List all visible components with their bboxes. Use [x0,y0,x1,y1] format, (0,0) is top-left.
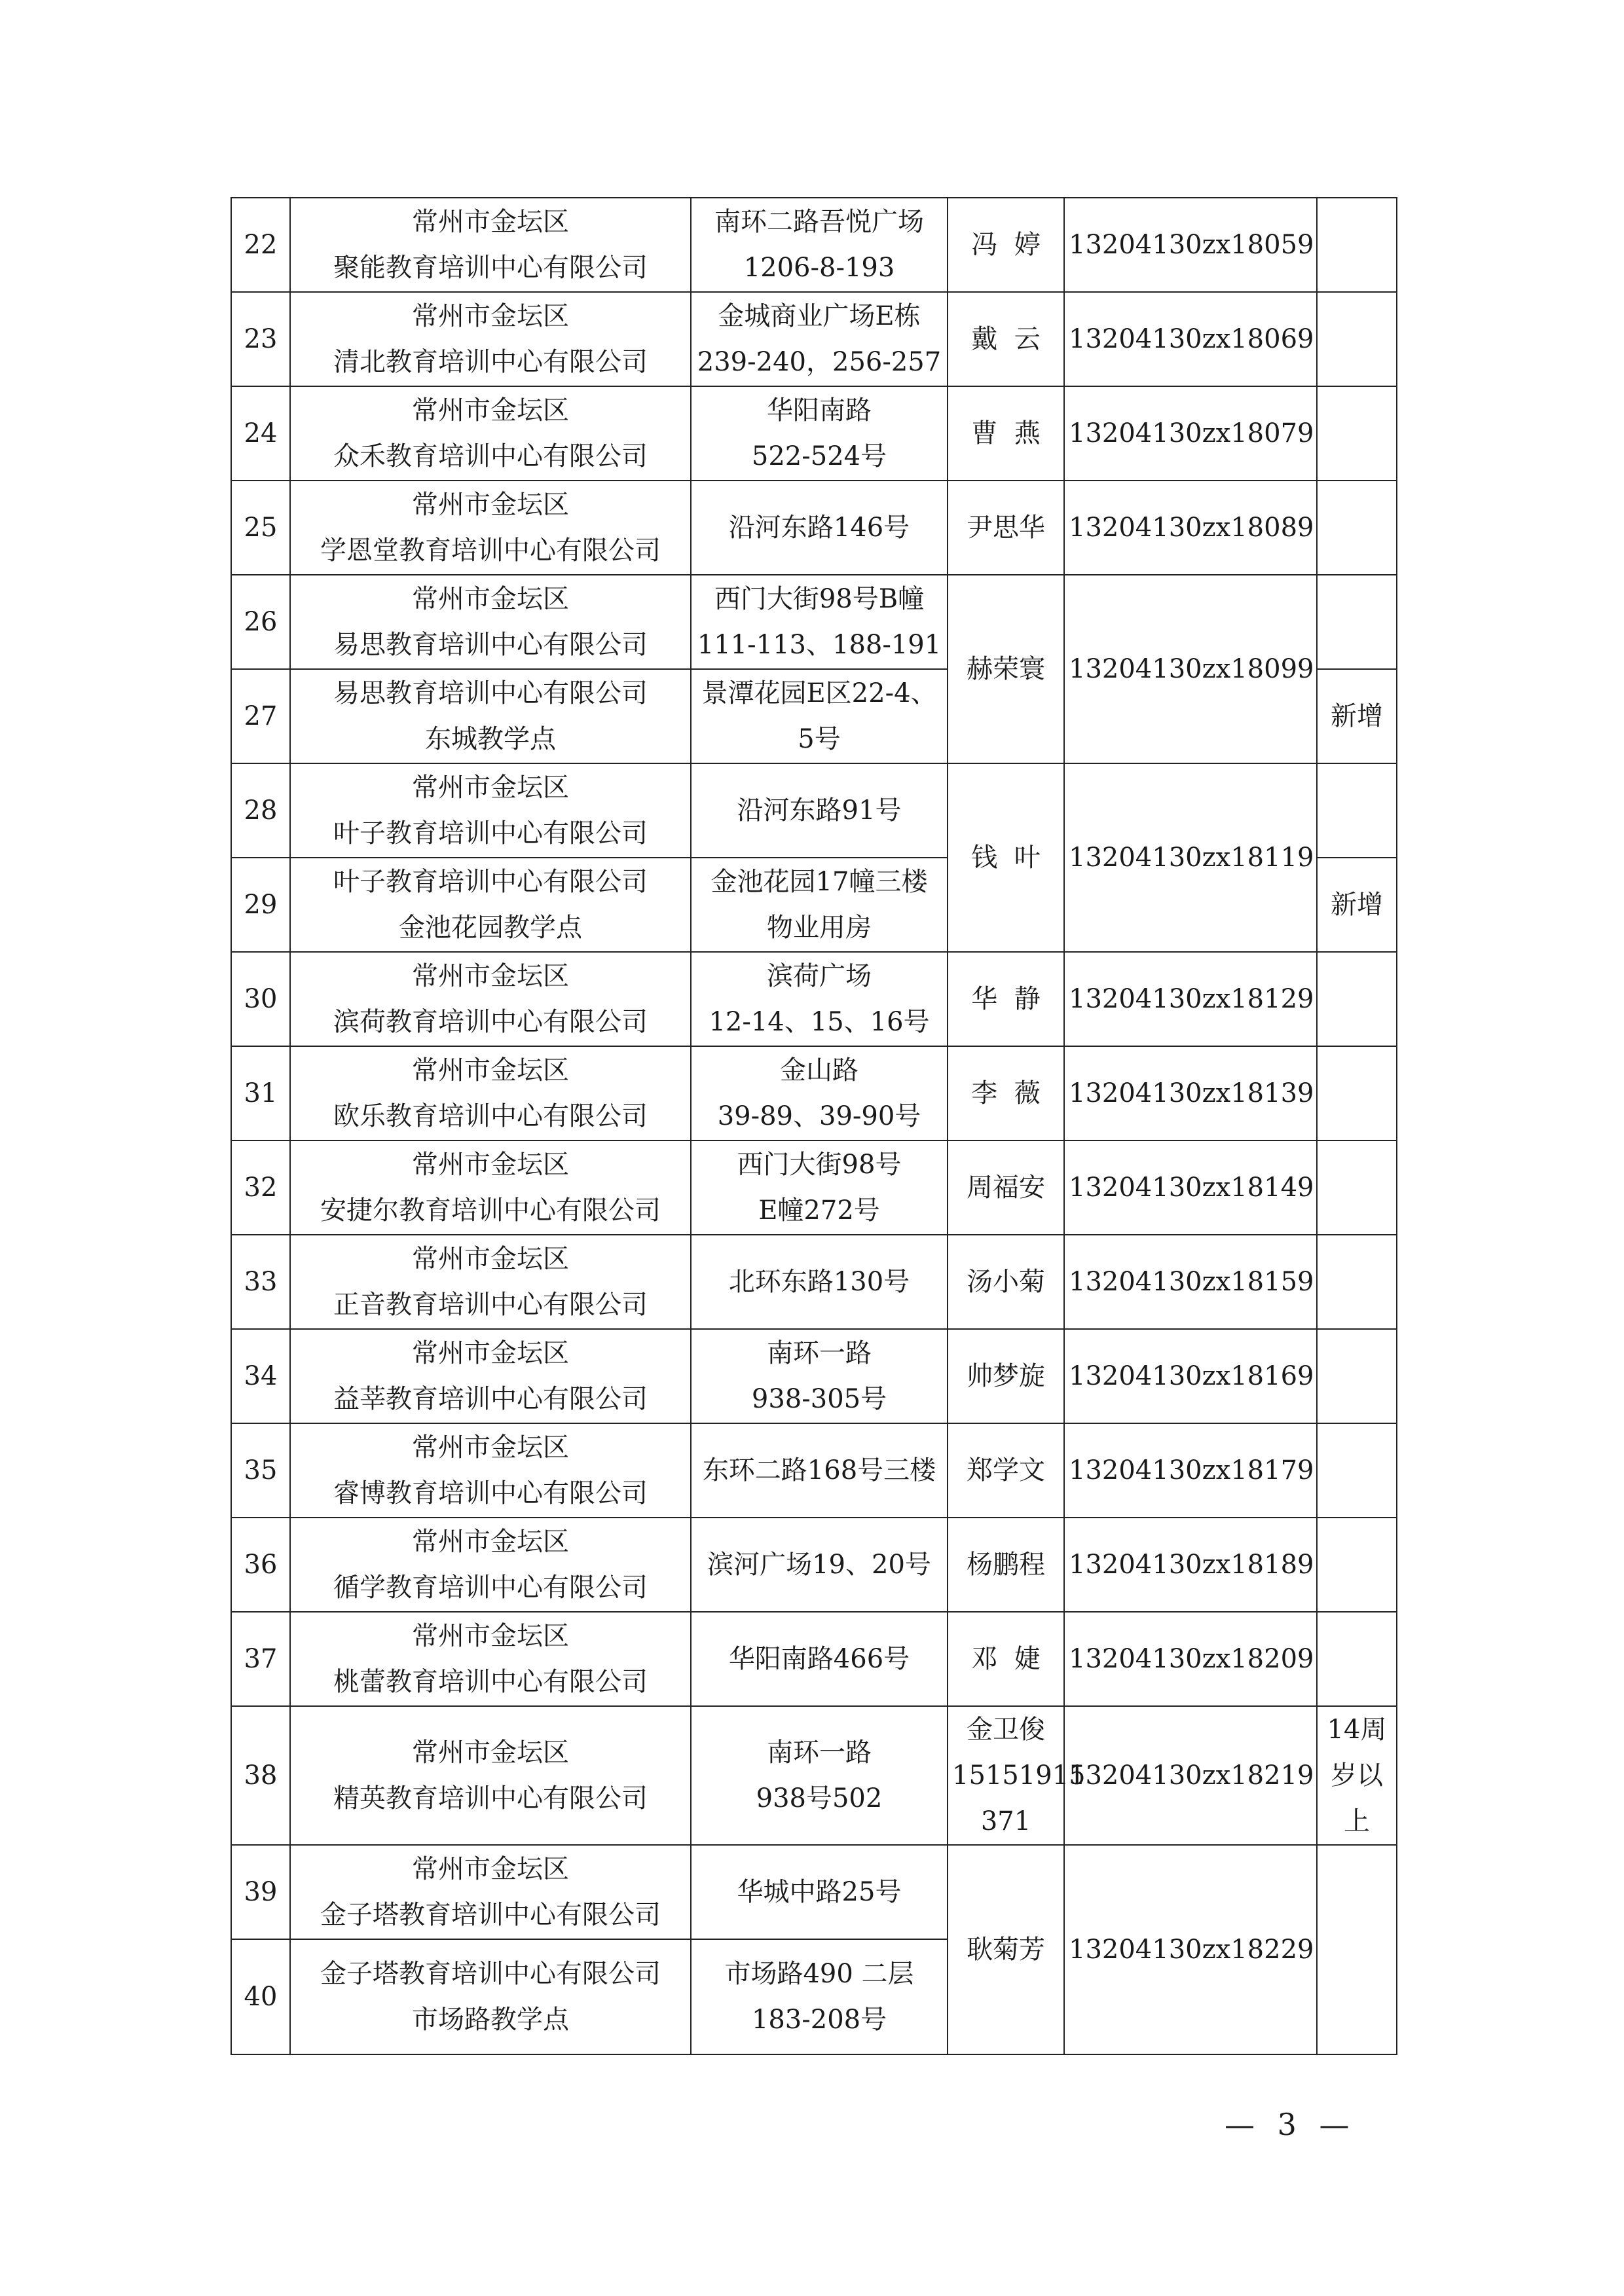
contact-person: 曹 燕 [948,386,1064,481]
note [1317,292,1397,386]
table-row [231,1706,1397,1845]
license-number: 13204130zx18129 [1064,952,1317,1046]
note [1317,1235,1397,1329]
note [1317,198,1397,292]
address: 南环二路吾悦广场 1206-8-193 [691,198,948,292]
address: 南环一路 938号502 [691,1706,948,1845]
org-name: 常州市金坛区 安捷尔教育培训中心有限公司 [290,1140,691,1235]
registration-table [231,197,1397,2055]
contact-person: 钱 叶 [948,763,1064,952]
contact-person: 金卫俊 15151915 371 [948,1706,1064,1845]
row-number: 31 [231,1046,290,1140]
org-name: 常州市金坛区 滨荷教育培训中心有限公司 [290,952,691,1046]
contact-person: 冯 婷 [948,198,1064,292]
license-number: 13204130zx18139 [1064,1046,1317,1140]
org-name: 常州市金坛区 金子塔教育培训中心有限公司 [290,1845,691,1939]
row-number: 39 [231,1845,290,1939]
org-name: 常州市金坛区 众禾教育培训中心有限公司 [290,386,691,481]
row-number: 25 [231,481,290,575]
row-number: 36 [231,1518,290,1612]
address: 滨河广场19、20号 [691,1518,948,1612]
table-row [231,1235,1397,1329]
address: 景潭花园E区22-4、 5号 [691,669,948,763]
org-name: 常州市金坛区 学恩堂教育培训中心有限公司 [290,481,691,575]
org-name: 易思教育培训中心有限公司 东城教学点 [290,669,691,763]
table-row [231,1423,1397,1518]
org-name: 常州市金坛区 聚能教育培训中心有限公司 [290,198,691,292]
address: 沿河东路146号 [691,481,948,575]
row-number: 32 [231,1140,290,1235]
address: 金城商业广场E栋 239-240，256-257 [691,292,948,386]
license-number: 13204130zx18099 [1064,575,1317,763]
contact-person: 尹思华 [948,481,1064,575]
address: 东环二路168号三楼 [691,1423,948,1518]
page-number: — 3 — [1225,2107,1356,2142]
license-number: 13204130zx18089 [1064,481,1317,575]
contact-person: 汤小菊 [948,1235,1064,1329]
note: 新增 [1317,858,1397,952]
license-number: 13204130zx18059 [1064,198,1317,292]
contact-person: 帅梦旋 [948,1329,1064,1423]
license-number: 13204130zx18179 [1064,1423,1317,1518]
note [1317,575,1397,669]
license-number: 13204130zx18219 [1064,1706,1317,1845]
note: 新增 [1317,669,1397,763]
address: 金池花园17幢三楼 物业用房 [691,858,948,952]
org-name: 常州市金坛区 循学教育培训中心有限公司 [290,1518,691,1612]
address: 滨荷广场 12-14、15、16号 [691,952,948,1046]
note: 14周 岁以 上 [1317,1706,1397,1845]
address: 西门大街98号B幢 111-113、188-191 [691,575,948,669]
table-row [231,481,1397,575]
row-number: 35 [231,1423,290,1518]
address: 金山路 39-89、39-90号 [691,1046,948,1140]
address: 华阳南路 522-524号 [691,386,948,481]
license-number: 13204130zx18209 [1064,1612,1317,1706]
address: 华阳南路466号 [691,1612,948,1706]
note [1317,1046,1397,1140]
row-number: 30 [231,952,290,1046]
contact-person: 赫荣寰 [948,575,1064,763]
table-row [231,1140,1397,1235]
org-name: 常州市金坛区 欧乐教育培训中心有限公司 [290,1046,691,1140]
note [1317,1612,1397,1706]
row-number: 40 [231,1939,290,2054]
license-number: 13204130zx18069 [1064,292,1317,386]
address: 沿河东路91号 [691,763,948,858]
note [1317,1518,1397,1612]
table-row [231,292,1397,386]
contact-person: 戴 云 [948,292,1064,386]
contact-person: 杨鹏程 [948,1518,1064,1612]
address: 南环一路 938-305号 [691,1329,948,1423]
row-number: 38 [231,1706,290,1845]
row-number: 34 [231,1329,290,1423]
address: 市场路490 二层 183-208号 [691,1939,948,2054]
org-name: 常州市金坛区 正音教育培训中心有限公司 [290,1235,691,1329]
contact-person: 郑学文 [948,1423,1064,1518]
note [1317,1845,1397,2054]
row-number: 29 [231,858,290,952]
note [1317,481,1397,575]
contact-person: 周福安 [948,1140,1064,1235]
license-number: 13204130zx18169 [1064,1329,1317,1423]
org-name: 常州市金坛区 睿博教育培训中心有限公司 [290,1423,691,1518]
note [1317,1329,1397,1423]
note [1317,952,1397,1046]
note [1317,386,1397,481]
row-number: 24 [231,386,290,481]
note [1317,1140,1397,1235]
contact-person: 邓 婕 [948,1612,1064,1706]
table-row [231,763,1397,858]
license-number: 13204130zx18119 [1064,763,1317,952]
table-row [231,1518,1397,1612]
license-number: 13204130zx18149 [1064,1140,1317,1235]
address: 北环东路130号 [691,1235,948,1329]
table-row [231,952,1397,1046]
note [1317,1423,1397,1518]
row-number: 22 [231,198,290,292]
license-number: 13204130zx18189 [1064,1518,1317,1612]
note [1317,763,1397,858]
contact-person: 李 薇 [948,1046,1064,1140]
contact-person: 耿菊芳 [948,1845,1064,2054]
address: 华城中路25号 [691,1845,948,1939]
table-row [231,1329,1397,1423]
org-name: 常州市金坛区 桃蕾教育培训中心有限公司 [290,1612,691,1706]
table-row [231,575,1397,669]
license-number: 13204130zx18079 [1064,386,1317,481]
org-name: 叶子教育培训中心有限公司 金池花园教学点 [290,858,691,952]
row-number: 27 [231,669,290,763]
org-name: 常州市金坛区 精英教育培训中心有限公司 [290,1706,691,1845]
row-number: 37 [231,1612,290,1706]
license-number: 13204130zx18159 [1064,1235,1317,1329]
table-row [231,1612,1397,1706]
table-row [231,1845,1397,1939]
row-number: 23 [231,292,290,386]
license-number: 13204130zx18229 [1064,1845,1317,2054]
org-name: 常州市金坛区 清北教育培训中心有限公司 [290,292,691,386]
org-name: 常州市金坛区 叶子教育培训中心有限公司 [290,763,691,858]
row-number: 26 [231,575,290,669]
org-name: 常州市金坛区 益莘教育培训中心有限公司 [290,1329,691,1423]
table-row [231,198,1397,292]
org-name: 金子塔教育培训中心有限公司 市场路教学点 [290,1939,691,2054]
row-number: 33 [231,1235,290,1329]
org-name: 常州市金坛区 易思教育培训中心有限公司 [290,575,691,669]
contact-person: 华 静 [948,952,1064,1046]
address: 西门大街98号 E幢272号 [691,1140,948,1235]
table-row [231,386,1397,481]
table-row [231,1046,1397,1140]
row-number: 28 [231,763,290,858]
